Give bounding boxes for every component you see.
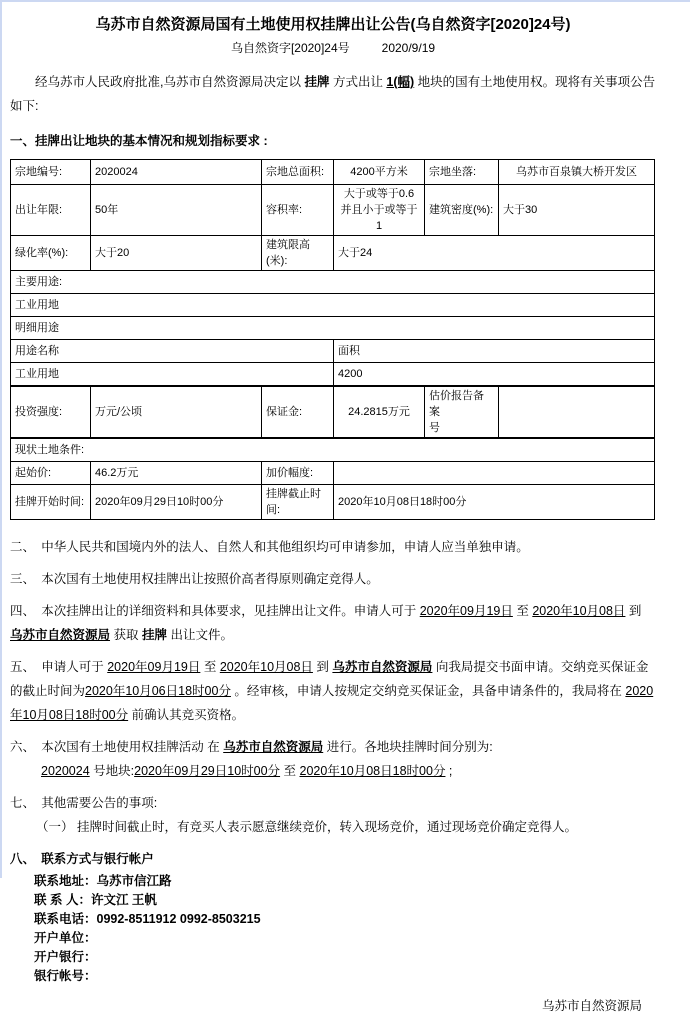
footer-signature: 乌苏市自然资源局 bbox=[541, 999, 642, 1013]
section-8-heading: 八、 联系方式与银行帐户 bbox=[10, 852, 154, 866]
section-6-parcel-schedule: 2020024 号地块:2020年09月29日10时00分 至 2020年10月08日18时00分 ; bbox=[41, 764, 453, 778]
listing-end-value: 2020年10月08日18时00分 bbox=[334, 485, 655, 520]
green-rate-value: 大于20 bbox=[91, 236, 262, 271]
location-value: 乌苏市百泉镇大桥开发区 bbox=[499, 160, 655, 185]
table-row-start-price bbox=[11, 462, 655, 485]
table-row-term-ratio bbox=[11, 185, 655, 236]
parcel-number-value: 2020024 bbox=[91, 160, 262, 185]
table-row-listing-time bbox=[11, 485, 655, 520]
plot-ratio-value: 大于或等于0.6 并且小于或等于1 bbox=[334, 185, 425, 236]
intro-text-pre: 经乌苏市人民政府批准,乌苏市自然资源局决定以 bbox=[35, 75, 305, 89]
building-density-value: 大于30 bbox=[499, 185, 655, 236]
section-4-paragraph: 四、 本次挂牌出让的详细资料和具体要求，见挂牌出让文件。申请人可于 2020年09月19日 至 2020年10月08日 到 乌苏市自然资源局 获取 挂牌 出让文件。 bbox=[10, 604, 642, 642]
listing-start-label: 挂牌开始时间: bbox=[11, 485, 91, 520]
appraisal-report-value bbox=[499, 386, 655, 438]
use-name-header: 用途名称 bbox=[11, 340, 334, 363]
intro-text-mid: 方式出让 bbox=[329, 75, 387, 89]
term-value: 50年 bbox=[91, 185, 262, 236]
section-5-date-to: 2020年10月08日 bbox=[219, 660, 313, 674]
use-area-value: 4200 bbox=[334, 363, 655, 387]
appraisal-report-label: 估价报告备案 号 bbox=[425, 386, 499, 438]
start-price-label: 起始价: bbox=[11, 462, 91, 485]
listing-end-label: 挂牌截止时间: bbox=[262, 485, 334, 520]
doc-meta bbox=[10, 39, 656, 57]
intro-parcel-count: 1(幅) bbox=[386, 75, 415, 89]
investment-intensity-label: 投资强度: bbox=[11, 386, 91, 438]
total-area-label: 宗地总面积: bbox=[262, 160, 334, 185]
total-area-value: 4200平方米 bbox=[334, 160, 425, 185]
section-5-org: 乌苏市自然资源局 bbox=[332, 660, 433, 674]
account-unit-line: 开户单位： bbox=[34, 931, 97, 945]
section-4-method: 挂牌 bbox=[141, 628, 167, 642]
doc-date: 2020/9/19 bbox=[381, 41, 436, 55]
main-use-value: 工业用地 bbox=[11, 294, 655, 317]
use-name-value: 工业用地 bbox=[11, 363, 334, 387]
section-4-date-from: 2020年09月19日 bbox=[419, 604, 513, 618]
section-6-end-time: 2020年10月08日18时00分 bbox=[299, 764, 446, 778]
listing-start-value: 2020年09月29日10时00分 bbox=[91, 485, 262, 520]
table-row-parcel-basic bbox=[11, 160, 655, 185]
intro-paragraph bbox=[10, 70, 656, 118]
table-row-main-use-label bbox=[11, 271, 655, 294]
section-6-org: 乌苏市自然资源局 bbox=[223, 740, 324, 754]
table-row-use-data bbox=[11, 363, 655, 387]
plot-ratio-label: 容积率: bbox=[262, 185, 334, 236]
section-8-contact-block bbox=[10, 847, 656, 986]
green-rate-label: 绿化率(%): bbox=[11, 236, 91, 271]
section-7-heading: 七、 其他需要公告的事项: bbox=[10, 796, 158, 810]
section-5-confirm-deadline: 2020年10月08日18时00分 bbox=[10, 684, 654, 722]
term-label: 出让年限: bbox=[11, 185, 91, 236]
height-limit-value: 大于24 bbox=[334, 236, 655, 271]
building-density-label: 建筑密度(%): bbox=[425, 185, 499, 236]
parcel-number-label: 宗地编号: bbox=[11, 160, 91, 185]
page-title: 乌苏市自然资源局国有土地使用权挂牌出让公告(乌自然资字[2020]24号) bbox=[95, 16, 571, 33]
announcement-sections bbox=[10, 535, 656, 1014]
section-5-date-from: 2020年09月19日 bbox=[107, 660, 201, 674]
section-6-paragraph: 六、 本次国有土地使用权挂牌活动 在 乌苏市自然资源局 进行。各地块挂牌时间分别为: bbox=[10, 740, 493, 754]
section-5-paragraph: 五、 申请人可于 2020年09月19日 至 2020年10月08日 到 乌苏市自然资源局 向我局提交书面申请。交纳竞买保证金的截止时间为2020年10月06日18时00分 。经审核，申请人按规定交纳竞买保证金，具备申请条件的，我局将在 2020年10月08日18时00分 前确认其竞买资格。 bbox=[10, 660, 654, 722]
table-row-land-condition bbox=[11, 438, 655, 462]
deposit-value: 24.2815万元 bbox=[334, 386, 425, 438]
bank-name-line: 开户银行： bbox=[34, 950, 97, 964]
section-6-start-time: 2020年09月29日10时00分 bbox=[134, 764, 281, 778]
contact-address-line: 联系地址：乌苏市信江路 bbox=[34, 874, 172, 888]
bank-account-line: 银行帐号： bbox=[34, 969, 97, 983]
section-1-heading: 一、挂牌出让地块的基本情况和规划指标要求 : bbox=[10, 134, 268, 148]
section-7-item-1: （一） 挂牌时间截止时，有竞买人表示愿意继续竞价，转入现场竞价，通过现场竞价确定竞得人。 bbox=[36, 820, 577, 834]
table-row-green-height bbox=[11, 236, 655, 271]
section-4-date-to: 2020年10月08日 bbox=[532, 604, 626, 618]
use-area-header: 面积 bbox=[334, 340, 655, 363]
intro-method-emphasis: 挂牌 bbox=[304, 75, 330, 89]
detail-use-label: 明细用途 bbox=[11, 317, 655, 340]
section-4-org: 乌苏市自然资源局 bbox=[10, 628, 111, 642]
contact-person-line: 联 系 人：许文江 王帆 bbox=[34, 893, 157, 907]
intro-text-post: 地块的国有土地使用权。现将有关事项公告如下: bbox=[10, 75, 656, 113]
location-label: 宗地坐落: bbox=[425, 160, 499, 185]
deposit-label: 保证金: bbox=[262, 386, 334, 438]
increment-value bbox=[334, 462, 655, 485]
increment-label: 加价幅度: bbox=[262, 462, 334, 485]
contact-phone-line: 联系电话：0992-8511912 0992-8503215 bbox=[34, 912, 261, 926]
section-3-paragraph: 三、 本次国有土地使用权挂牌出让按照价高者得原则确定竞得人。 bbox=[10, 572, 379, 586]
land-condition-label: 现状土地条件: bbox=[11, 438, 655, 462]
table-row-use-header bbox=[11, 340, 655, 363]
doc-number: 乌自然资字[2020]24号 bbox=[230, 41, 350, 55]
table-row-detail-use bbox=[11, 317, 655, 340]
table-row-investment-deposit bbox=[11, 386, 655, 438]
section-6-parcel-no: 2020024 bbox=[41, 764, 90, 778]
start-price-value: 46.2万元 bbox=[91, 462, 262, 485]
section-2-paragraph: 二、 中华人民共和国境内外的法人、自然人和其他组织均可申请参加，申请人应当单独申请。 bbox=[10, 540, 529, 554]
main-use-label: 主要用途: bbox=[11, 271, 655, 294]
land-info-table bbox=[10, 159, 655, 520]
height-limit-label: 建筑限高(米): bbox=[262, 236, 334, 271]
investment-intensity-value: 万元/公顷 bbox=[91, 386, 262, 438]
section-5-deposit-deadline: 2020年10月06日18时00分 bbox=[85, 684, 231, 698]
table-row-main-use-value bbox=[11, 294, 655, 317]
